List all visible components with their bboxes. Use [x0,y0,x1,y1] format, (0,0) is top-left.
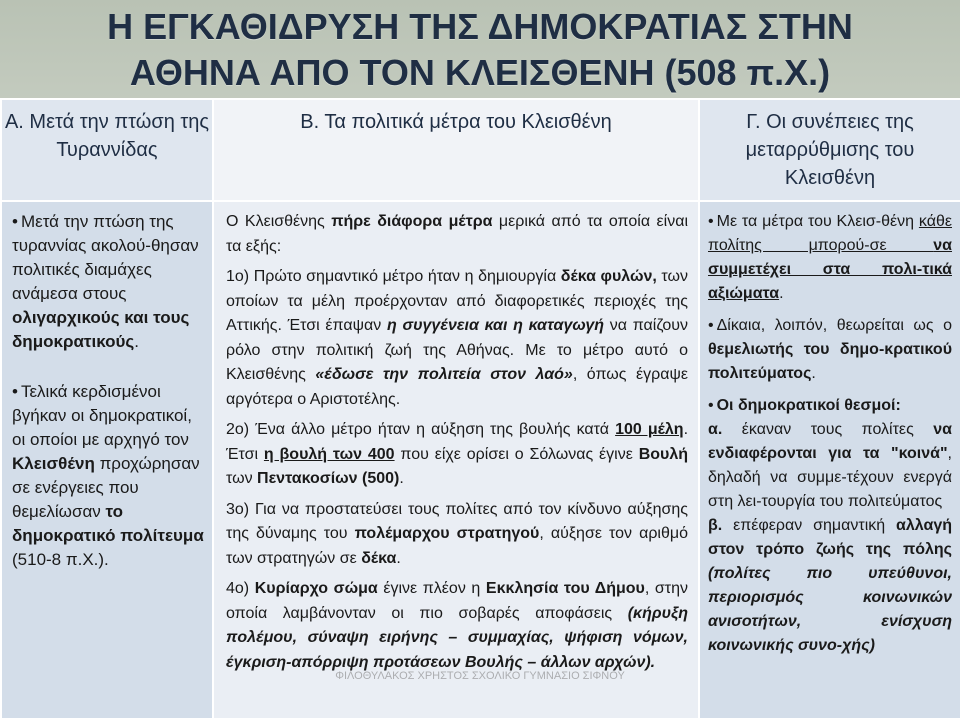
col-b-measure-3: 3ο) Για να προστατεύσει τους πολίτες από τον κίνδυνο αύξησης της δύναμης του πολέμαρχου στρατηγού, αύξησε τον αριθμό των στρατηγών σε δέκα. [226,500,688,567]
col-b-measure-1: 1ο) Πρώτο σημαντικό μέτρο ήταν η δημιουργία δέκα φυλών, των οποίων τα μέλη προέρχονταν από διαφορετικές περιοχές της Αττικής. Έτσι έπαψαν η συγγένεια και η καταγωγή να παίζουν ρόλο στην πολιτική ζωή της Αθήνας. Με το μέτρο αυτό ο Κλεισθένης «έδωσε την πολιτεία στον λαό», όπως έγραψε αργότερα ο Αριστοτέλης. [226,268,689,408]
col-c-paragraph-2: • Δίκαια, λοιπόν, θεωρείται ως ο θεμελιωτής του δημο-κρατικού πολιτεύματος. [708,314,952,386]
title-line-2: ΑΘΗΝΑ ΑΠΟ ΤΟΝ ΚΛΕΙΣΘΕΝΗ (508 π.Χ.) [129,52,831,93]
column-c-body [699,201,960,719]
col-b-measure-2: 2ο) Ένα άλλο μέτρο ήταν η αύξηση της βουλής κατά 100 μέλη. Έτσι η βουλή των 400 που είχε ορίσει ο Σόλωνας έγινε Βουλή των Πεντακοσίων (500). [226,421,689,487]
col-b-measure-4: 4ο) Κυρίαρχο σώμα έγινε πλέον η Εκκλησία του Δήμου, στην οποία λαμβάνονταν οι πιο σοβαρές αποφάσεις (κήρυξη πολέμου, σύναψη ειρήνης – συμμαχίας, ψήφιση νόμων, έγκριση-απόρριψη προτάσεων Βουλής – άλλων αρχών). [226,580,688,671]
column-a-header: Α. Μετά την πτώση της Τυραννίδας [1,99,213,201]
col-a-paragraph-1: • Μετά την πτώση της τυραννίας ακολού-θησαν πολιτικές διαμάχες ανάμεσα στους ολιγαρχικούς και τους δημοκρατικούς. [12,210,204,354]
col-a-paragraph-2: • Τελικά κερδισμένοι βγήκαν οι δημοκρατικοί, οι οποίοι με αρχηγό τον Κλεισθένη προχώρησαν σε ενέργειες που θεμελίωσαν το δημοκρατικό πολίτευμα (510-8 π.Χ.). [12,380,204,572]
watermark: ΦΙΛΟΘΥΛΑΚΟΣ ΧΡΗΣΤΟΣ ΣΧΟΛΙΚΟ ΓΥΜΝΑΣΙΟ ΣΙΦΝΟΥ [335,670,625,682]
column-b-body [213,201,699,719]
col-c-paragraph-1: • Με τα μέτρα του Κλεισ-θένη κάθε πολίτης μπορού-σε να συμμετέχει στα πολι-τικά αξιώματα. [708,210,952,306]
column-c-header: Γ. Οι συνέπειες της μεταρρύθμισης του Κλεισθένη [699,99,960,201]
content-table [0,98,960,720]
title-line-1: Η ΕΓΚΑΘΙΔΡΥΣΗ ΤΗΣ ΔΗΜΟΚΡΑΤΙΑΣ ΣΤΗΝ [107,6,853,47]
col-b-intro: Ο Κλεισθένης πήρε διάφορα μέτρα μερικά από τα οποία είναι τα εξής: [226,213,689,255]
column-b-header: Β. Τα πολιτικά μέτρα του Κλεισθένη [213,99,699,201]
column-a-body [1,201,213,719]
col-c-paragraph-3: • Οι δημοκρατικοί θεσμοί: α. έκαναν τους πολίτες να ενδιαφέρονται για τα "κοινά", δηλαδή να συμμε-τέχουν ενεργά στη λει-τουργία του πολιτεύματος β. επέφεραν σημαντική αλλαγή στον τρόπο ζωής της πόλης (πολίτες πιο υπεύθυνοι, περιορισμός κοινωνικών ανισοτήτων, ενίσχυση κοινωνικής συνο-χής) [708,394,952,658]
page-title [0,0,960,100]
